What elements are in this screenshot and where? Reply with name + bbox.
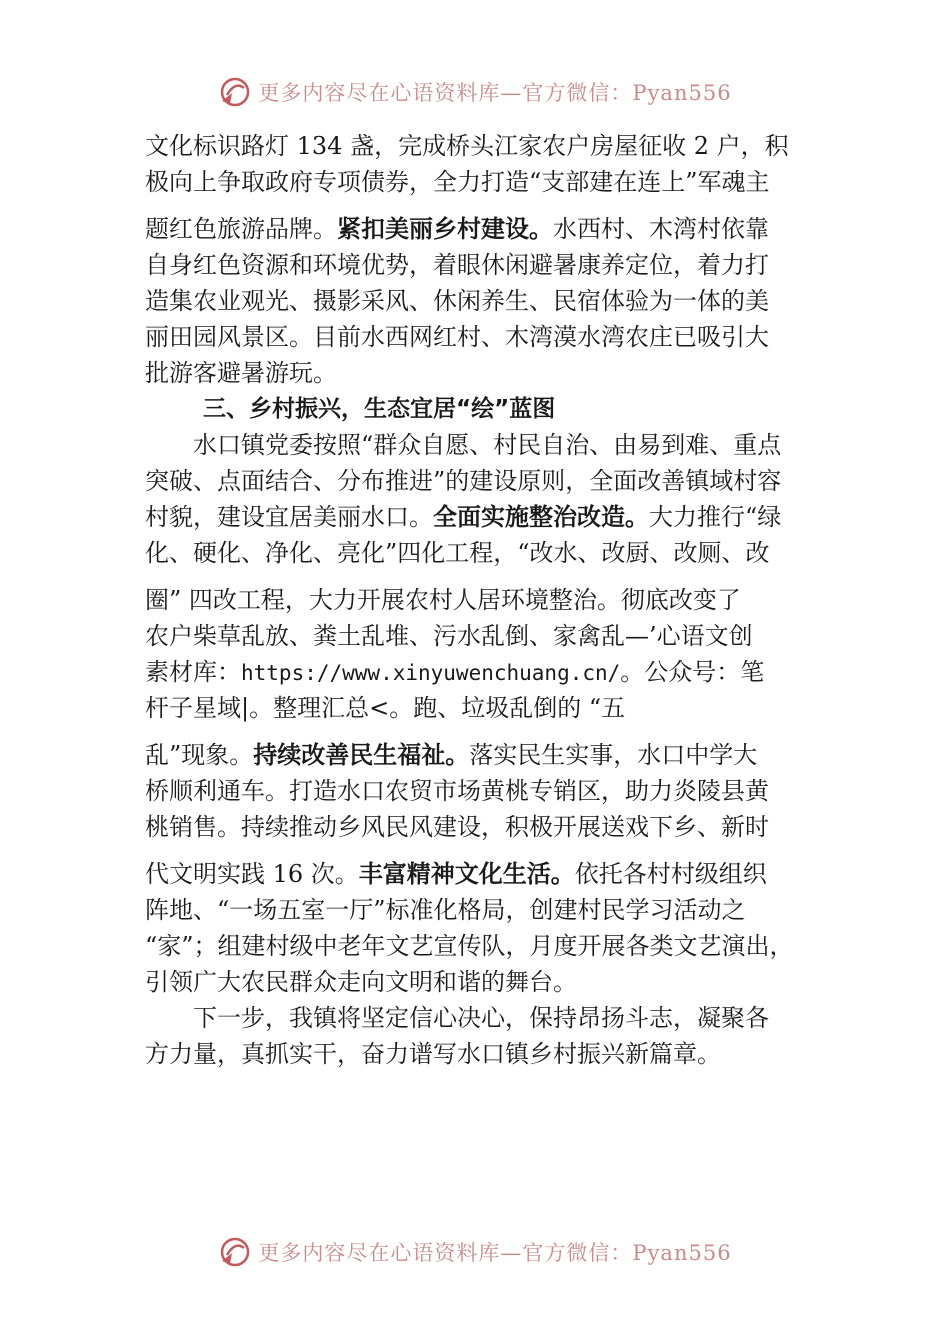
text-line: 农户柴草乱放、粪土乱堆、污水乱倒、家禽乱—’心语文创 [145,622,753,650]
text-run: 大力推行“绿 [649,503,782,531]
brand-logo-icon [218,75,252,109]
text-line: 极向上争取政府专项债券，全力打造“支部建在连上”军魂主 [145,168,770,196]
footer-watermark-text: 更多内容尽在心语资料库—官方微信：Pyan556 [258,1241,732,1265]
text-run: 落实民生实事，水口中学大 [469,741,758,769]
brand-logo-icon [218,1235,252,1269]
text-line: 水口镇党委按照“群众自愿、村民自治、由易到难、重点 [193,431,782,459]
text-line: “家”；组建村级中老年文艺宣传队，月度开展各类文艺演出， [145,932,794,960]
text-line: 自身红色资源和环境优势，着眼休闲避暑康养定位，着力打 [145,251,769,279]
text-line [145,737,810,773]
text-line: 桥顺利通车。打造水口农贸市场黄桃专销区，助力炎陵县黄 [145,777,769,805]
text-line [145,499,810,535]
text-run: 代文明实践 16 次。 [145,860,359,888]
text-run: 依托各村村级组织 [574,860,767,888]
text-run: 水西村、木湾村依靠 [553,215,769,243]
text-line: 圈” 四改工程，大力开展农村人居环境整治。彻底改变了 [145,586,741,614]
text-line: 造集农业观光、摄影采风、休闲养生、民宿体验为一体的美 [145,287,769,315]
header-watermark-text: 更多内容尽在心语资料库—官方微信：Pyan556 [258,81,732,105]
bold-lead-phrase: 持续改善民生福祉。 [253,741,470,769]
text-line [145,654,810,690]
text-line [145,856,810,892]
header-watermark [0,72,950,112]
text-run: 题红色旅游品牌。 [145,215,337,243]
text-line: 阵地、“一场五室一厅”标准化格局，创建村民学习活动之 [145,896,746,924]
text-line: 文化标识路灯 134 盏，完成桥头江家农户房屋征收 2 户，积 [145,132,789,160]
text-line: 桃销售。持续推动乡风民风建设，积极开展送戏下乡、新时 [145,813,769,841]
text-line: 下一步，我镇将坚定信心决心，保持昂扬斗志，凝聚各 [193,1004,769,1032]
document-body [145,128,810,1072]
section-heading: 三、乡村振兴，生态宜居“绘”蓝图 [203,396,556,422]
text-line [145,211,810,247]
bold-lead-phrase: 丰富精神文化生活。 [358,860,575,888]
text-line: 化、硬化、净化、亮化”四化工程，“改水、改厨、改厕、改 [145,539,770,567]
text-line: 方力量，真抓实干，奋力谱写水口镇乡村振兴新篇章。 [145,1040,721,1068]
text-run: 村貌，建设宜居美丽水口。 [145,503,433,531]
url-link[interactable]: https://www.xinyuwenchuang.cn/ [241,661,621,685]
text-line: 引领广大农民群众走向文明和谐的舞台。 [145,968,577,996]
text-line: 突破、点面结合、分布推进”的建设原则，全面改善镇域村容 [145,467,782,495]
footer-watermark [0,1232,950,1272]
text-line: 丽田园风景区。目前水西网红村、木湾漠水湾农庄已吸引大 [145,323,769,351]
text-line: 批游客避暑游玩。 [145,359,337,387]
text-run: 素材库： [145,658,241,686]
text-line: 杆子星域|。整理汇总<。跑、垃圾乱倒的 “五 [145,694,626,722]
bold-lead-phrase: 全面实施整治改造。 [433,503,649,531]
bold-lead-phrase: 紧扣美丽乡村建设。 [337,215,553,243]
text-run: 乱”现象。 [145,741,254,769]
text-run: 。公众号：笔 [620,658,765,686]
